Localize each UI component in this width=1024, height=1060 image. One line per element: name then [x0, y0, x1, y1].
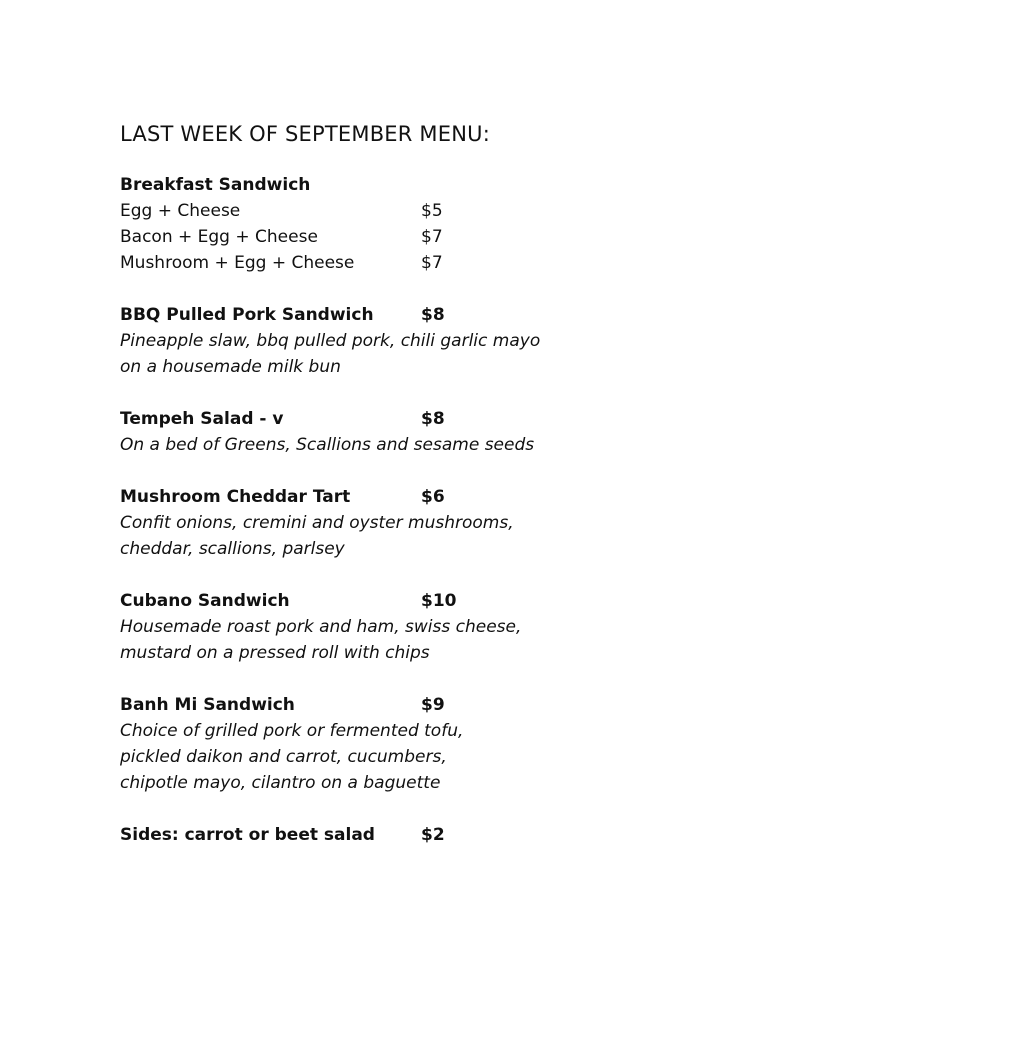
menu-item [120, 484, 680, 562]
sides-name: Sides: carrot or beet salad [120, 825, 375, 845]
item-header [120, 302, 680, 328]
menu-title: LAST WEEK OF SEPTEMBER MENU: [120, 122, 490, 146]
breakfast-option [120, 198, 680, 224]
breakfast-heading: Breakfast Sandwich [120, 175, 311, 195]
item-description: chipotle mayo, cilantro on a baguette [120, 773, 441, 793]
item-name: Tempeh Salad - v [120, 409, 284, 429]
item-description: on a housemade milk bun [120, 357, 341, 377]
item-description: mustard on a pressed roll with chips [120, 643, 430, 663]
item-header [120, 406, 680, 432]
option-name: Bacon + Egg + Cheese [120, 227, 318, 247]
menu-item [120, 406, 680, 458]
item-price: $10 [421, 591, 457, 611]
item-header [120, 588, 680, 614]
breakfast-option [120, 224, 680, 250]
item-price: $6 [421, 487, 445, 507]
item-description: Pineapple slaw, bbq pulled pork, chili garlic mayo [120, 331, 541, 351]
item-price: $8 [421, 305, 445, 325]
item-description: Confit onions, cremini and oyster mushrooms, [120, 513, 514, 533]
menu-item [120, 302, 680, 380]
item-name: Banh Mi Sandwich [120, 695, 295, 715]
option-price: $7 [421, 227, 443, 247]
item-description: Housemade roast pork and ham, swiss cheese, [120, 617, 522, 637]
item-price: $8 [421, 409, 445, 429]
item-name: Mushroom Cheddar Tart [120, 487, 351, 507]
item-description: Choice of grilled pork or fermented tofu, [120, 721, 464, 741]
item-price: $9 [421, 695, 445, 715]
option-price: $5 [421, 201, 443, 221]
sides-row [120, 822, 680, 848]
option-name: Egg + Cheese [120, 201, 241, 221]
item-name: Cubano Sandwich [120, 591, 290, 611]
item-description: pickled daikon and carrot, cucumbers, [120, 747, 447, 767]
option-name: Mushroom + Egg + Cheese [120, 253, 355, 273]
item-header [120, 692, 680, 718]
item-name: BBQ Pulled Pork Sandwich [120, 305, 374, 325]
menu-item [120, 588, 680, 666]
item-description: On a bed of Greens, Scallions and sesame seeds [120, 435, 535, 455]
breakfast-section [120, 172, 680, 276]
item-header [120, 484, 680, 510]
sides-section [120, 822, 680, 848]
item-description: cheddar, scallions, parlsey [120, 539, 345, 559]
menu-page [120, 118, 680, 874]
option-price: $7 [421, 253, 443, 273]
sides-price: $2 [421, 825, 445, 845]
menu-item [120, 692, 680, 796]
breakfast-option [120, 250, 680, 276]
